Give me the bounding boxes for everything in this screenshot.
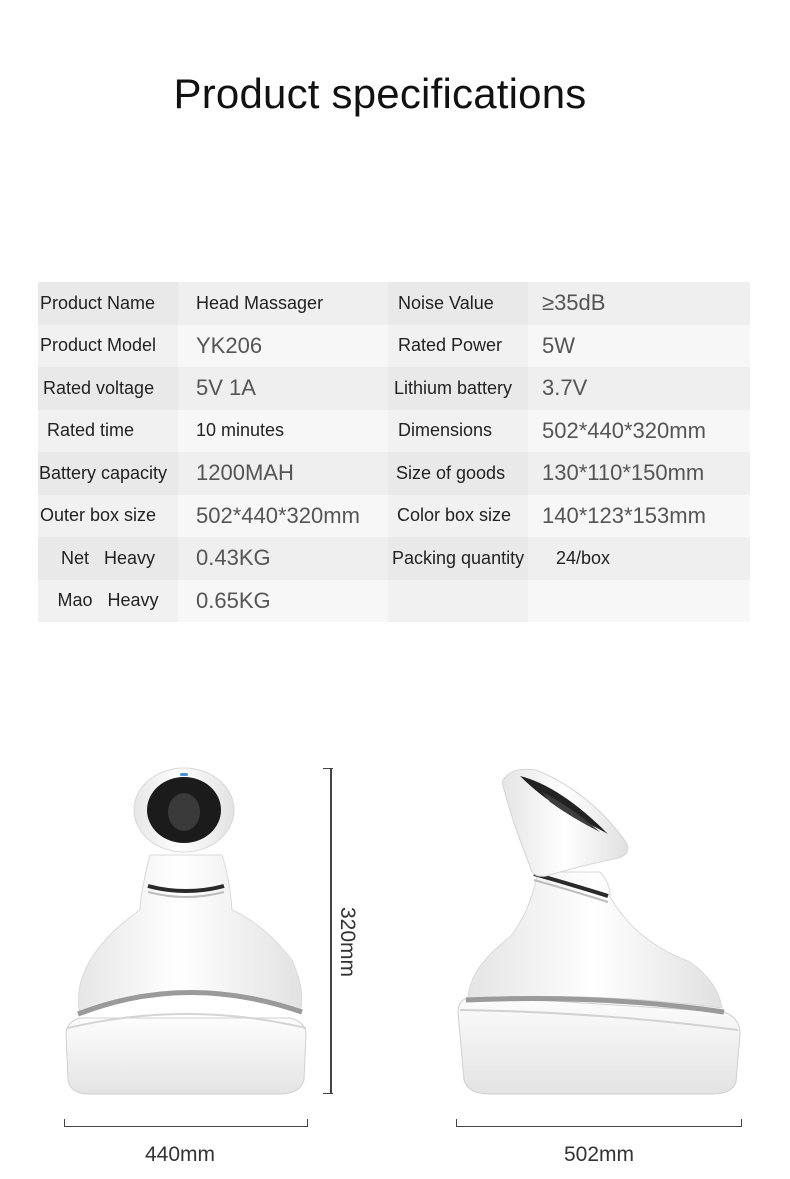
- spec-value: [528, 580, 750, 623]
- spec-row: [38, 325, 750, 368]
- spec-label: Lithium battery: [388, 367, 528, 410]
- front-width-dimension-line: [64, 1126, 308, 1127]
- spec-value: Head Massager: [196, 292, 324, 313]
- side-width-tick-left: [456, 1119, 457, 1127]
- spec-label: Rated Power: [388, 325, 528, 368]
- height-dimension-tick-top: [323, 768, 333, 769]
- spec-label: Battery capacity: [38, 452, 178, 495]
- spec-value: YK206: [196, 332, 263, 358]
- spec-value: 502*440*320mm: [542, 417, 706, 443]
- spec-label: Rated voltage: [38, 367, 178, 410]
- spec-row: [38, 410, 750, 453]
- spec-row: [38, 495, 750, 538]
- spec-value: 0.43KG: [196, 545, 271, 571]
- spec-value: 5W: [542, 332, 575, 358]
- spec-value: 502*440*320mm: [196, 502, 360, 528]
- spec-label: Size of goods: [388, 452, 528, 495]
- side-width-label: 502mm: [564, 1143, 635, 1166]
- spec-label: [388, 580, 528, 623]
- spec-row: [38, 452, 750, 495]
- height-label: 320mm: [336, 907, 359, 978]
- spec-label: Net Heavy: [38, 537, 178, 580]
- spec-label: Rated time: [38, 410, 178, 453]
- spec-value: 130*110*150mm: [542, 460, 705, 486]
- side-width-dimension-line: [456, 1126, 742, 1127]
- spec-value: 0.65KG: [196, 587, 271, 613]
- spec-row: [38, 537, 750, 580]
- spec-value: 3.7V: [542, 375, 588, 401]
- spec-label: Product Model: [38, 325, 178, 368]
- page-title: Product specifications: [173, 70, 587, 117]
- spec-row: [38, 282, 750, 325]
- spec-value: 140*123*153mm: [542, 502, 706, 528]
- front-width-tick-left: [64, 1119, 65, 1127]
- spec-row: [38, 367, 750, 410]
- spec-label: Color box size: [388, 495, 528, 538]
- front-width-label: 440mm: [145, 1143, 216, 1166]
- spec-value: 10 minutes: [196, 420, 285, 441]
- spec-value: 24/box: [556, 547, 611, 568]
- spec-label: Product Name: [38, 282, 178, 325]
- height-dimension-tick-bottom: [323, 1093, 333, 1094]
- spec-row: [38, 580, 750, 623]
- product-front-view-image: [60, 760, 320, 1100]
- height-dimension-line: [330, 768, 332, 1094]
- spec-label: Mao Heavy: [38, 580, 178, 623]
- product-side-view-image: [450, 762, 750, 1098]
- spec-table: [38, 282, 750, 622]
- front-width-tick-right: [307, 1119, 308, 1127]
- spec-label: Noise Value: [388, 282, 528, 325]
- side-width-tick-right: [741, 1119, 742, 1127]
- spec-label: Outer box size: [38, 495, 178, 538]
- spec-value: ≥35dB: [542, 290, 606, 316]
- spec-label: Dimensions: [388, 410, 528, 453]
- spec-label: Packing quantity: [388, 537, 528, 580]
- spec-value: 1200MAH: [196, 460, 294, 486]
- spec-value: 5V 1A: [196, 375, 256, 401]
